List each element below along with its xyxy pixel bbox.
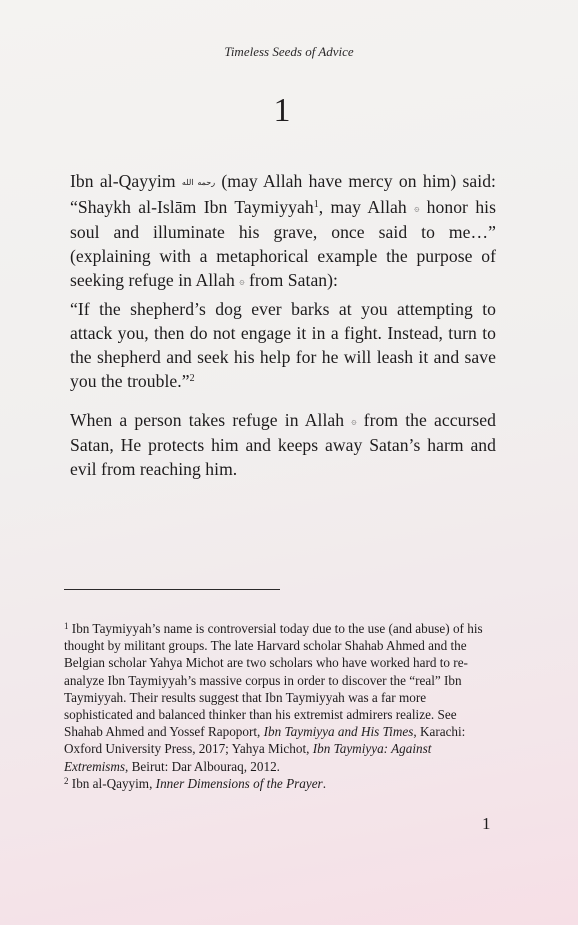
paragraph-1: [70, 169, 496, 293]
salutation-symbol: ۞: [239, 276, 245, 286]
footnote-2: [64, 775, 498, 792]
p1-text-a: Ibn al-Qayyim: [70, 171, 176, 191]
paragraph-3: [70, 408, 496, 481]
honorific-arabic: رحمه الله: [181, 178, 216, 187]
p1-text-b: (may Allah have mercy on him) said: “Shaykh al-Islām Ibn Taymiyyah: [70, 171, 496, 217]
fn1-text-a: Ibn Taymiyyah’s name is controversial today due to the use (and abuse) of his thought by militant groups. The late Harvard scholar Shahab Ahmed and the Belgian scholar Yahya Michot are two scholars who have worked hard to re-analyze Ibn Taymiyyah’s massive corpus in order to discover the “real” Ibn Taymiyyah. Their results suggest that Ibn Taymiyyah was a far more sophisticated and balanced thinker than his extremist admirers realize. See Shahab Ahmed and Yossef Rapoport,: [64, 621, 483, 740]
fn2-text-a: Ibn al-Qayyim,: [68, 775, 156, 791]
p1-text-e: from Satan):: [244, 270, 338, 290]
fn2-book-title: Inner Dimensions of the Prayer: [155, 775, 323, 791]
footnote-1: [64, 620, 498, 775]
footnotes: [64, 620, 498, 792]
footnote-number: 1: [64, 621, 69, 631]
page-number: 1: [482, 814, 491, 833]
running-header: Timeless Seeds of Advice: [224, 44, 354, 59]
fn1-book-title-1: Ibn Taymiyya and His Times: [263, 724, 414, 740]
fn2-text-b: .: [322, 775, 326, 791]
footnote-number: 2: [64, 775, 69, 786]
footnote-ref-2[interactable]: 2: [189, 373, 195, 384]
p3-text-b: from the accursed Satan, He protects him and keeps away Satan’s harm and evil from reaching him.: [70, 410, 496, 479]
footnote-divider: [64, 589, 280, 590]
p2-text-a: “If the shepherd’s dog ever barks at you attempting to attack you, then do not engage it in a fight. Instead, turn to the shepherd and seek his help for he will leash it and save you the trouble.”: [70, 299, 496, 391]
fn1-text-c: , Beirut: Dar Albouraq, 2012.: [125, 758, 280, 774]
p1-text-c: , may Allah: [318, 197, 415, 217]
footnote-ref-1[interactable]: 1: [313, 199, 319, 210]
p3-text-a: When a person takes refuge in Allah: [70, 410, 352, 430]
fn1-book-title-2: Ibn Taymiyya: Against Extremisms: [64, 741, 432, 774]
paragraph-2: [70, 297, 496, 393]
fn1-text-b: , Karachi: Oxford University Press, 2017; Yahya Michot,: [64, 724, 466, 757]
salutation-symbol: ۞: [414, 203, 420, 213]
salutation-symbol: ۞: [351, 416, 357, 426]
chapter-number: 1: [273, 92, 291, 129]
p1-text-d: honor his soul and illuminate his grave, once said to me…” (explaining with a metaphorical example the purpose of seeking refuge in Allah: [70, 197, 496, 290]
